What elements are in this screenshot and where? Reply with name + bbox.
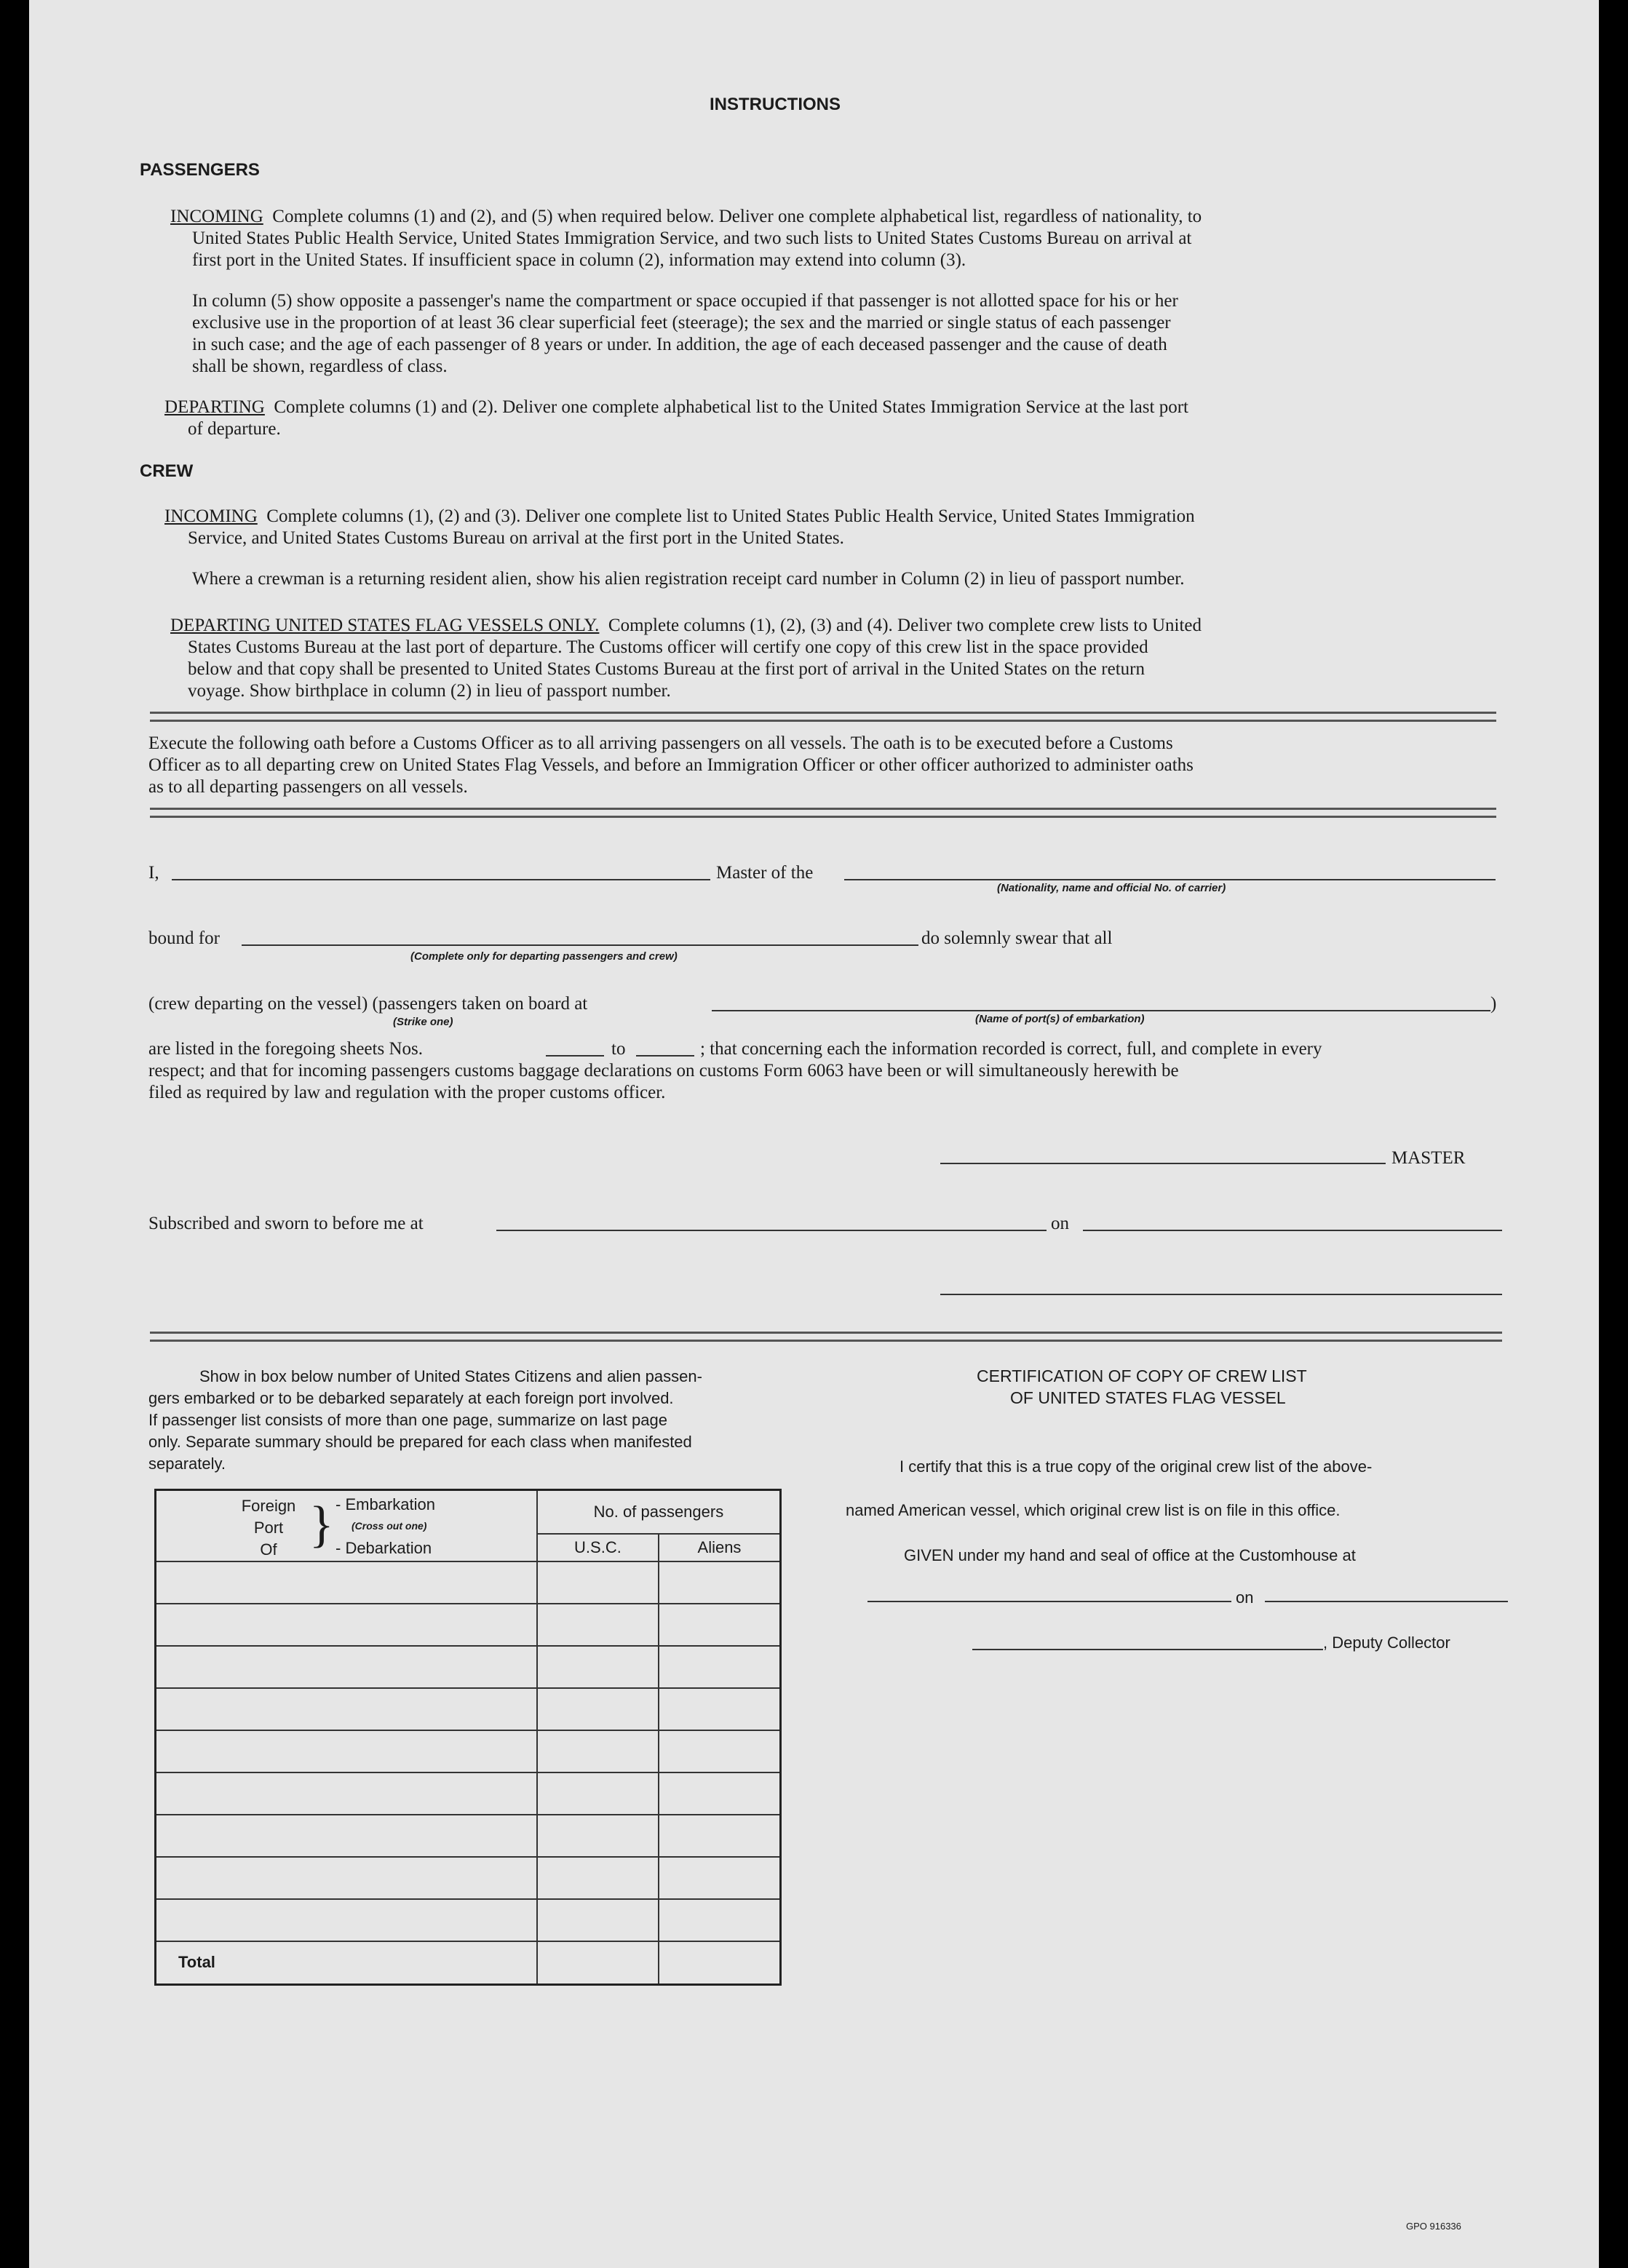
aliens-cell[interactable] xyxy=(659,1730,781,1772)
usc-total-cell[interactable] xyxy=(537,1941,659,1985)
crew-incoming-label: INCOMING xyxy=(164,506,258,526)
port-label: Port xyxy=(253,1519,284,1537)
aliens-cell[interactable] xyxy=(659,1604,781,1646)
passengers-incoming-line-1: Complete columns (1) and (2), and (5) when required below. Deliver one complete alphabetical list, regardless of nationality, to xyxy=(272,207,1202,226)
crew-incoming-paragraph xyxy=(164,505,1195,528)
table-row xyxy=(156,1561,781,1604)
form-sheet xyxy=(29,0,1599,2268)
usc-cell[interactable] xyxy=(537,1646,659,1688)
usc-cell[interactable] xyxy=(537,1857,659,1899)
filed-text: filed as required by law and regulation with the proper customs officer. xyxy=(148,1083,666,1102)
listed-to-text: to xyxy=(611,1039,626,1059)
passengers-incoming-line-2: United States Public Health Service, United States Immigration Service, and two such lists to United States Customs Bureau on arrival at xyxy=(192,228,1192,248)
carrier-field[interactable] xyxy=(844,879,1496,880)
sworn-place-field[interactable] xyxy=(496,1230,1047,1231)
passengers-incoming-paragraph xyxy=(170,205,1202,228)
total-row xyxy=(156,1941,781,1985)
usc-cell[interactable] xyxy=(537,1604,659,1646)
table-row xyxy=(156,1646,781,1688)
on-label: on xyxy=(1051,1214,1069,1233)
table-row xyxy=(156,1857,781,1899)
usc-cell[interactable] xyxy=(537,1561,659,1604)
embarkation-label: - Embarkation xyxy=(335,1495,435,1513)
passengers-incoming-line-3: first port in the United States. If insufficient space in column (2), information may extend into column (3). xyxy=(192,250,966,270)
page-title: INSTRUCTIONS xyxy=(710,95,841,114)
table-row xyxy=(156,1688,781,1730)
usc-cell[interactable] xyxy=(537,1688,659,1730)
certification-line-2: named American vessel, which original crew list is on file in this office. xyxy=(846,1501,1341,1519)
respect-text: respect; and that for incoming passengers customs baggage declarations on customs Form 6063 have been or will simultaneously herewith be xyxy=(148,1061,1179,1081)
aliens-cell[interactable] xyxy=(659,1857,781,1899)
table-row xyxy=(156,1730,781,1772)
certification-line-1: I certify that this is a true copy of the original crew list of the above- xyxy=(900,1457,1373,1476)
oath-instructions-line-3: as to all departing passengers on all vessels. xyxy=(148,777,468,797)
crew-departing-line-3: below and that copy shall be presented to United States Customs Bureau at the first port of arrival in the United States on the return xyxy=(188,659,1145,679)
usc-cell[interactable] xyxy=(537,1815,659,1857)
table-row xyxy=(156,1772,781,1815)
column5-line-2: exclusive use in the proportion of at least 36 clear superficial feet (steerage); the sex and the married or single status of each passenger xyxy=(192,313,1171,333)
certification-title-2: OF UNITED STATES FLAG VESSEL xyxy=(1010,1388,1286,1407)
crew-departing-paragraph xyxy=(170,614,1202,637)
of-label: Of xyxy=(260,1540,277,1559)
crew-departing-line-1: Complete columns (1), (2), (3) and (4). Deliver two complete crew lists to United xyxy=(608,616,1202,635)
port-cell[interactable] xyxy=(156,1899,537,1941)
passengers-incoming-label: INCOMING xyxy=(170,207,263,226)
passengers-departing-line-2: of departure. xyxy=(188,419,281,439)
crew-heading: CREW xyxy=(140,461,194,481)
master-of-the-label: Master of the xyxy=(716,863,814,883)
aliens-header: Aliens xyxy=(659,1534,781,1561)
certification-on-label: on xyxy=(1236,1588,1254,1607)
table-row xyxy=(156,1815,781,1857)
summary-intro-line-2: gers embarked or to be debarked separately at each foreign port involved. xyxy=(148,1389,674,1407)
crew-departing-line-2: States Customs Bureau at the last port of departure. The Customs officer will certify one copy of this crew list in the space provided xyxy=(188,637,1148,657)
usc-cell[interactable] xyxy=(537,1899,659,1941)
master-name-field[interactable] xyxy=(172,879,710,880)
column5-line-3: in such case; and the age of each passenger of 8 years or under. In addition, the age of each deceased passenger and the cause of death xyxy=(192,335,1167,354)
port-cell[interactable] xyxy=(156,1646,537,1688)
aliens-total-cell[interactable] xyxy=(659,1941,781,1985)
passengers-departing-label: DEPARTING xyxy=(164,397,265,417)
subscribed-text: Subscribed and sworn to before me at xyxy=(148,1214,424,1233)
aliens-cell[interactable] xyxy=(659,1815,781,1857)
sheet-to-field[interactable] xyxy=(636,1055,694,1057)
port-cell[interactable] xyxy=(156,1561,537,1604)
crew-passengers-text: (crew departing on the vessel) (passengers taken on board at xyxy=(148,994,588,1014)
port-cell[interactable] xyxy=(156,1604,537,1646)
column5-line-4: shall be shown, regardless of class. xyxy=(192,357,448,376)
crew-incoming-line-2: Service, and United States Customs Bureau on arrival at the first port in the United States. xyxy=(188,528,844,548)
sheet-from-field[interactable] xyxy=(546,1055,604,1057)
strike-one-hint: (Strike one) xyxy=(393,1016,453,1028)
foreign-port-header xyxy=(156,1490,537,1561)
certification-date-field[interactable] xyxy=(1265,1601,1508,1602)
certification-title-1: CERTIFICATION OF COPY OF CREW LIST xyxy=(977,1366,1307,1385)
deputy-collector-label: , Deputy Collector xyxy=(1323,1634,1450,1652)
sworn-date-field[interactable] xyxy=(1083,1230,1502,1231)
table-row xyxy=(156,1604,781,1646)
listed-sheets-text: are listed in the foregoing sheets Nos. xyxy=(148,1039,423,1059)
passengers-heading: PASSENGERS xyxy=(140,160,260,180)
passengers-departing-paragraph xyxy=(164,396,1188,418)
section-divider xyxy=(150,712,1496,722)
port-cell[interactable] xyxy=(156,1772,537,1815)
crewman-note: Where a crewman is a returning resident alien, show his alien registration receipt card number in Column (2) in lieu of passport number. xyxy=(192,569,1185,589)
summary-intro-line-4: only. Separate summary should be prepared for each class when manifested xyxy=(148,1433,692,1451)
aliens-cell[interactable] xyxy=(659,1561,781,1604)
port-cell[interactable] xyxy=(156,1857,537,1899)
port-cell[interactable] xyxy=(156,1815,537,1857)
summary-intro-line-1: Show in box below number of United States Citizens and alien passen- xyxy=(199,1367,702,1385)
ports-of-embarkation-field[interactable] xyxy=(712,1010,1490,1011)
summary-intro-line-3: If passenger list consists of more than one page, summarize on last page xyxy=(148,1411,667,1429)
customhouse-field[interactable] xyxy=(867,1601,1231,1602)
aliens-cell[interactable] xyxy=(659,1772,781,1815)
passengers-departing-line-1: Complete columns (1) and (2). Deliver one complete alphabetical list to the United States Immigration Service at the last port xyxy=(274,397,1188,417)
complete-only-hint: (Complete only for departing passengers and crew) xyxy=(410,950,678,963)
foreign-label: Foreign xyxy=(241,1497,296,1515)
aliens-cell[interactable] xyxy=(659,1646,781,1688)
listed-rest-text: ; that concerning each the information recorded is correct, full, and complete in every xyxy=(700,1039,1322,1059)
brace-icon: } xyxy=(309,1497,334,1553)
passenger-summary-table xyxy=(154,1489,782,1986)
aliens-cell[interactable] xyxy=(659,1899,781,1941)
section-divider xyxy=(150,1332,1502,1342)
usc-header: U.S.C. xyxy=(537,1534,659,1561)
aliens-cell[interactable] xyxy=(659,1688,781,1730)
table-row xyxy=(156,1899,781,1941)
column5-line-1: In column (5) show opposite a passenger's name the compartment or space occupied if that passenger is not allotted space for his or her xyxy=(192,291,1178,311)
officer-signature-field[interactable] xyxy=(940,1294,1502,1295)
master-label: MASTER xyxy=(1391,1148,1466,1168)
port-cell[interactable] xyxy=(156,1730,537,1772)
crew-departing-line-4: voyage. Show birthplace in column (2) in lieu of passport number. xyxy=(188,681,671,701)
bound-for-label: bound for xyxy=(148,928,220,948)
crew-incoming-line-1: Complete columns (1), (2) and (3). Deliver one complete list to United States Public Health Service, United States Immigration xyxy=(266,506,1195,526)
usc-cell[interactable] xyxy=(537,1730,659,1772)
certification-line-3: GIVEN under my hand and seal of office at the Customhouse at xyxy=(904,1546,1356,1564)
cross-out-hint: (Cross out one) xyxy=(352,1520,427,1532)
summary-intro-line-5: separately. xyxy=(148,1455,226,1473)
close-paren: ) xyxy=(1490,994,1497,1014)
bound-for-field[interactable] xyxy=(242,944,918,946)
swear-text: do solemnly swear that all xyxy=(921,928,1113,948)
gpo-footer: GPO 916336 xyxy=(1406,2221,1461,2232)
debarkation-label: - Debarkation xyxy=(335,1539,432,1557)
oath-instructions-line-1: Execute the following oath before a Customs Officer as to all arriving passengers on all vessels. The oath is to be executed before a Customs xyxy=(148,733,1173,753)
usc-cell[interactable] xyxy=(537,1772,659,1815)
crew-departing-label: DEPARTING UNITED STATES FLAG VESSELS ONLY. xyxy=(170,616,600,635)
master-signature-field[interactable] xyxy=(940,1163,1386,1164)
total-label: Total xyxy=(156,1941,537,1985)
nationality-hint: (Nationality, name and official No. of carrier) xyxy=(997,882,1226,894)
oath-i-label: I, xyxy=(148,863,159,883)
deputy-signature-field[interactable] xyxy=(972,1649,1323,1650)
ports-hint: (Name of port(s) of embarkation) xyxy=(975,1013,1145,1025)
section-divider xyxy=(150,808,1496,818)
oath-instructions-line-2: Officer as to all departing crew on United States Flag Vessels, and before an Immigration Officer or other officer authorized to administer oaths xyxy=(148,755,1194,775)
no-passengers-header: No. of passengers xyxy=(537,1490,781,1534)
port-cell[interactable] xyxy=(156,1688,537,1730)
